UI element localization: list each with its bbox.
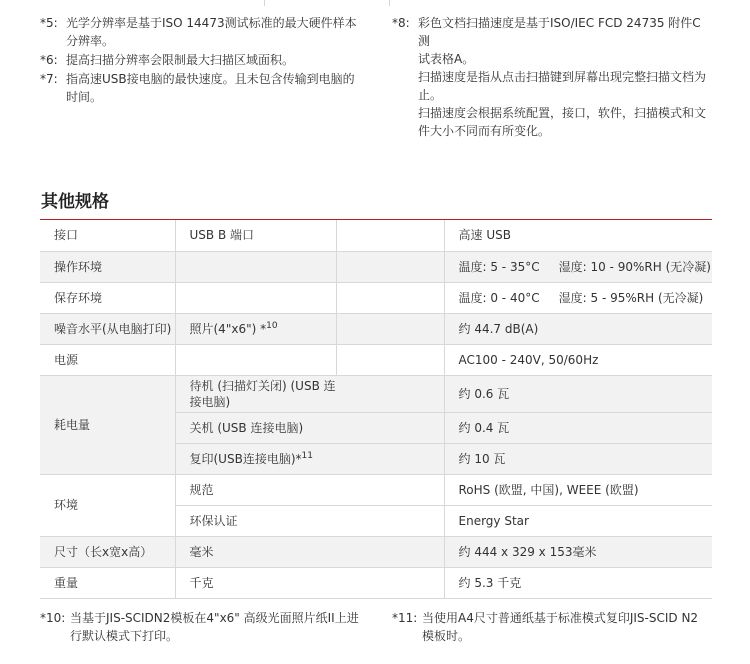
empty-cell: [336, 344, 444, 375]
footnote-ref: 11: [301, 450, 313, 461]
notes-top-right: [392, 14, 712, 141]
row-label: 噪音水平(从电脑打印): [40, 313, 175, 344]
footnote-marker: *7:: [40, 72, 58, 86]
row-value: 约 0.4 瓦: [444, 412, 712, 443]
row-value: RoHS (欧盟, 中国), WEEE (欧盟): [444, 474, 712, 505]
footnote-text: 扫描速度是指从点击扫描键到屏幕出现完整扫描文档为: [418, 70, 707, 84]
table-row: [40, 251, 712, 282]
footnote-ref: 10: [266, 320, 278, 331]
row-label: 耗电量: [40, 375, 175, 474]
table-row: [40, 536, 712, 567]
table-row: [40, 474, 712, 505]
sublabel-text: 复印(USB连接电脑)*: [189, 451, 302, 466]
row-value: AC100 - 240V, 50/60Hz: [444, 344, 712, 375]
row-sublabel: [175, 313, 336, 344]
row-label: 环境: [40, 474, 175, 536]
footnote-5: [40, 14, 360, 50]
footnote-marker: *6:: [40, 53, 58, 67]
table-row: [40, 220, 712, 251]
footnote-text: 指高速USB接电脑的最快速度。且未包含传输到电脑的: [66, 72, 355, 86]
section-title: 其他规格: [41, 192, 109, 212]
empty-cell: [336, 220, 444, 251]
footnote-text: 行默认模式下打印。: [70, 629, 179, 643]
footnote-text: 分辨率。: [66, 34, 115, 48]
row-value: 约 44.7 dB(A): [444, 313, 712, 344]
row-sublabel: [175, 443, 444, 474]
footnote-text: 当基于JIS-SCIDN2模板在4"x6" 高级光面照片纸II上进: [70, 611, 359, 625]
table-row: [40, 344, 712, 375]
sublabel-text: 待机 (扫描灯关闭) (USB 连接电脑): [189, 378, 336, 409]
table-row: [40, 282, 712, 313]
footnote-text: 止。: [418, 88, 443, 102]
row-sublabel: 千克: [175, 567, 444, 598]
row-label: 尺寸（长x宽x高）: [40, 536, 175, 567]
row-value: 高速 USB: [444, 220, 712, 251]
empty-cell: [175, 344, 336, 375]
empty-cell: [336, 251, 444, 282]
row-value: 约 5.3 千克: [444, 567, 712, 598]
row-value: 温度: 0 - 40°C 湿度: 5 - 95%RH (无冷凝): [444, 282, 712, 313]
footnote-text: 彩色文档扫描速度是基于ISO/IEC FCD 24735 附件C测: [418, 16, 701, 48]
footnote-text: 当使用A4尺寸普通纸基于标准模式复印JIS-SCID N2: [422, 611, 699, 625]
footnote-text: 模板时。: [422, 629, 471, 643]
table-row: [40, 567, 712, 598]
footnote-text: 光学分辨率是基于ISO 14473测试标准的最大硬件样本: [66, 16, 357, 30]
empty-cell: [336, 282, 444, 313]
row-label: 操作环境: [40, 251, 175, 282]
footnote-marker: *8:: [392, 16, 410, 30]
footnote-7: [40, 70, 360, 106]
empty-cell: [175, 282, 336, 313]
sublabel-text: 关机 (USB 连接电脑): [189, 420, 304, 435]
table-border-fragment: [264, 0, 265, 6]
notes-top-left: [40, 14, 360, 107]
footnote-marker: *10:: [40, 611, 66, 625]
table-row: [40, 375, 712, 412]
notes-bottom-right: [392, 609, 722, 646]
footnote-11: [392, 609, 722, 645]
row-value: 约 10 瓦: [444, 443, 712, 474]
footnote-text: 扫描速度会根据系统配置，接口，软件，扫描模式和文: [418, 106, 707, 120]
footnote-6: [40, 51, 360, 69]
footnote-marker: *11:: [392, 611, 418, 625]
row-sublabel: 规范: [175, 474, 444, 505]
table-border-fragment: [389, 0, 390, 6]
footnote-10: [40, 609, 370, 645]
table-row: [40, 313, 712, 344]
row-value: Energy Star: [444, 505, 712, 536]
footnote-8: [392, 14, 712, 140]
row-sublabel: USB B 端口: [175, 220, 336, 251]
row-sublabel: [175, 412, 444, 443]
empty-cell: [175, 251, 336, 282]
sublabel-text: 照片(4"x6") *: [189, 321, 267, 336]
row-sublabel: [175, 375, 444, 412]
row-value: 约 0.6 瓦: [444, 375, 712, 412]
row-value: 约 444 x 329 x 153毫米: [444, 536, 712, 567]
footnote-text: 试表格A。: [418, 52, 475, 66]
row-label: 电源: [40, 344, 175, 375]
footnote-marker: *5:: [40, 16, 58, 30]
row-sublabel: 环保认证: [175, 505, 444, 536]
empty-cell: [336, 313, 444, 344]
footnote-text: 件大小不同而有所变化。: [418, 124, 551, 138]
footnote-text: 提高扫描分辨率会限制最大扫描区域面积。: [66, 53, 295, 67]
row-value: 温度: 5 - 35°C 湿度: 10 - 90%RH (无冷凝): [444, 251, 712, 282]
notes-bottom-left: [40, 609, 370, 646]
row-sublabel: 毫米: [175, 536, 444, 567]
row-label: 重量: [40, 567, 175, 598]
row-label: 接口: [40, 220, 175, 251]
spec-table: [40, 220, 712, 599]
row-label: 保存环境: [40, 282, 175, 313]
footnote-text: 时间。: [66, 90, 103, 104]
